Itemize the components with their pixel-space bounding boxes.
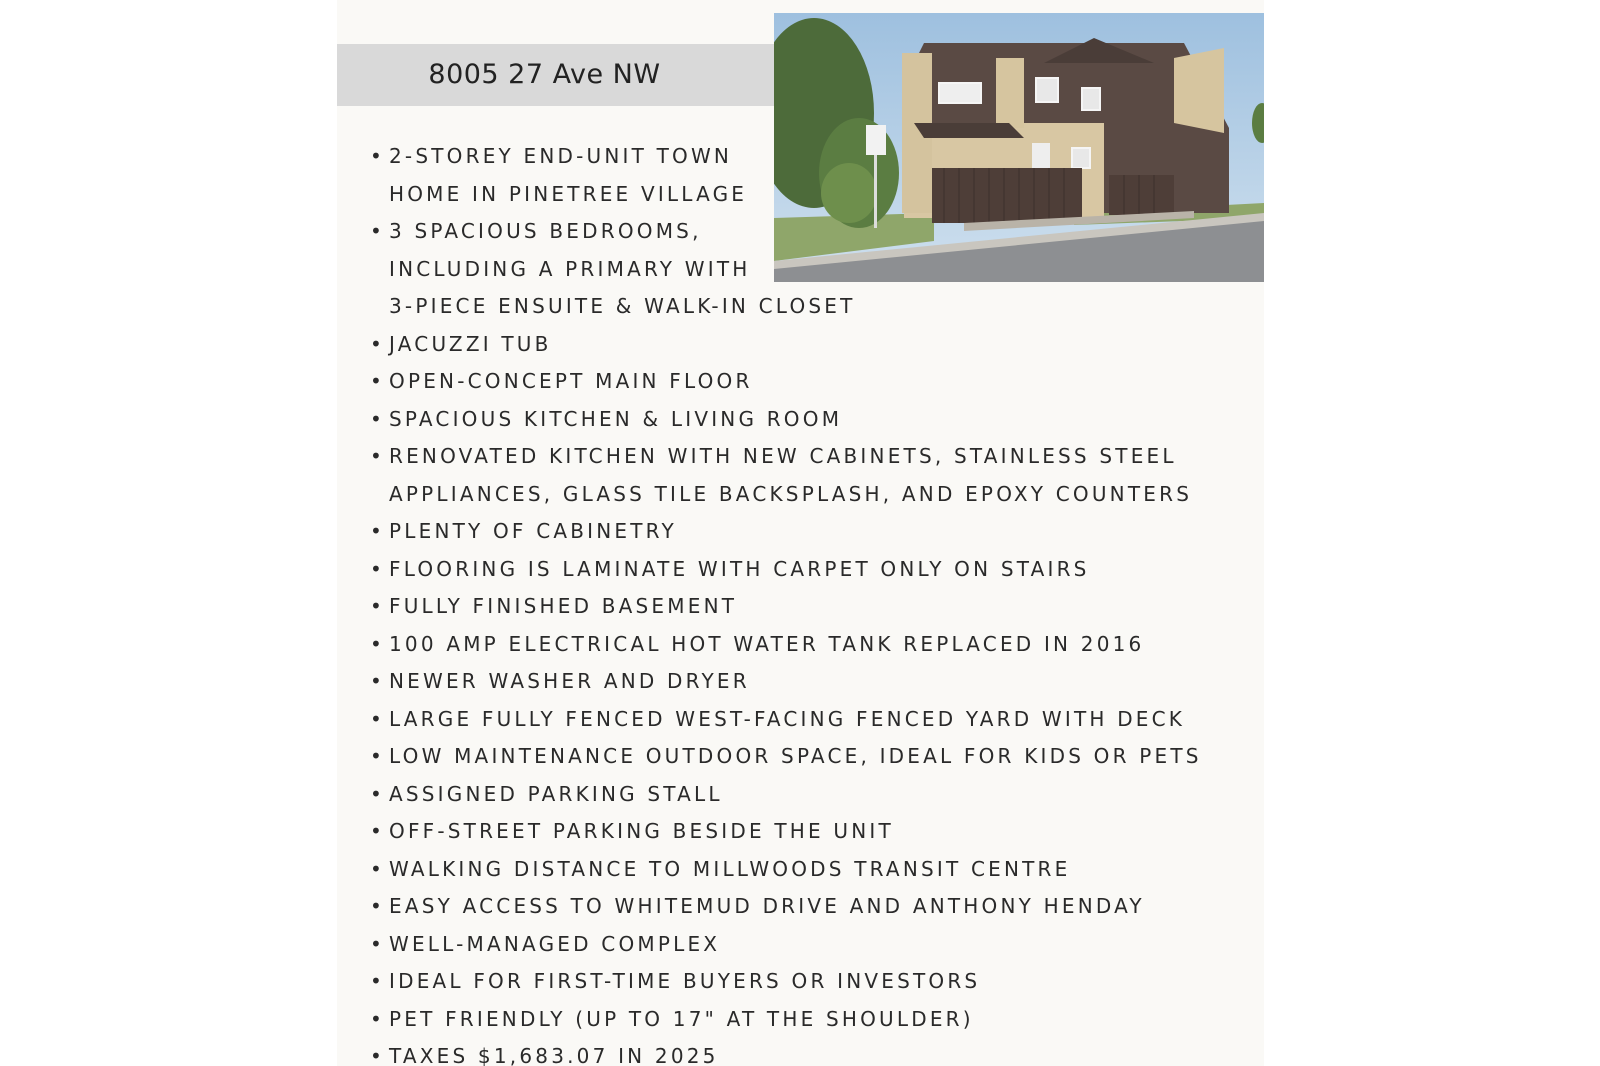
- feature-item: [370, 926, 1250, 964]
- feature-line: • 3 SPACIOUS BEDROOMS,: [389, 219, 702, 243]
- listing-sheet: [337, 0, 1264, 1066]
- feature-item: [370, 701, 1250, 739]
- feature-line: • WALKING DISTANCE TO MILLWOODS TRANSIT CENTRE: [389, 856, 1071, 881]
- feature-item: [370, 888, 1250, 926]
- feature-line: • OPEN-CONCEPT MAIN FLOOR: [389, 369, 753, 393]
- feature-item: [370, 963, 1250, 1001]
- feature-item: [370, 776, 1250, 814]
- feature-line: • FULLY FINISHED BASEMENT: [389, 594, 738, 618]
- feature-item: [370, 1001, 1250, 1039]
- feature-line: • ASSIGNED PARKING STALL: [389, 781, 723, 806]
- feature-line: • OFF-STREET PARKING BESIDE THE UNIT: [389, 819, 894, 843]
- address-title: 8005 27 Ave NW: [428, 59, 661, 90]
- feature-line: • PET FRIENDLY (UP TO 17" AT THE SHOULDER): [389, 1006, 974, 1031]
- feature-line: • NEWER WASHER AND DRYER: [389, 669, 750, 693]
- feature-item: [370, 626, 1250, 664]
- feature-item: [370, 1038, 1250, 1066]
- feature-list: [370, 138, 1250, 1066]
- feature-item: [370, 326, 1250, 364]
- feature-item: [370, 363, 1250, 401]
- feature-line: • TAXES $1,683.07 IN 2025: [389, 1044, 719, 1066]
- feature-item: [370, 438, 1250, 513]
- feature-item: [370, 138, 1250, 213]
- feature-line: • FLOORING IS LAMINATE WITH CARPET ONLY ON STAIRS: [389, 556, 1090, 581]
- feature-line: • 100 AMP ELECTRICAL HOT WATER TANK REPLACED IN 2016: [389, 631, 1145, 656]
- feature-item: [370, 851, 1250, 889]
- feature-item: [370, 663, 1250, 701]
- feature-line: • EASY ACCESS TO WHITEMUD DRIVE AND ANTHONY HENDAY: [389, 894, 1145, 918]
- feature-line: • WELL-MANAGED COMPLEX: [389, 931, 721, 956]
- feature-line: • PLENTY OF CABINETRY: [389, 519, 677, 543]
- feature-item: [370, 588, 1250, 626]
- address-banner: [337, 44, 775, 106]
- feature-line: • RENOVATED KITCHEN WITH NEW CABINETS, STAINLESS STEEL: [389, 444, 1177, 468]
- feature-line: HOME IN PINETREE VILLAGE: [389, 181, 748, 206]
- feature-line: • LARGE FULLY FENCED WEST-FACING FENCED YARD WITH DECK: [389, 706, 1186, 731]
- feature-line: • 2-STOREY END-UNIT TOWN: [389, 144, 733, 168]
- feature-item: [370, 213, 1250, 326]
- feature-item: [370, 513, 1250, 551]
- feature-line: • JACUZZI TUB: [389, 331, 552, 356]
- feature-line: • IDEAL FOR FIRST-TIME BUYERS OR INVESTORS: [389, 969, 981, 993]
- feature-item: [370, 401, 1250, 439]
- feature-item: [370, 813, 1250, 851]
- feature-line: INCLUDING A PRIMARY WITH: [389, 256, 751, 281]
- feature-line: APPLIANCES, GLASS TILE BACKSPLASH, AND EPOXY COUNTERS: [389, 481, 1193, 506]
- feature-item: [370, 738, 1250, 776]
- feature-line: • LOW MAINTENANCE OUTDOOR SPACE, IDEAL FOR KIDS OR PETS: [389, 744, 1202, 768]
- feature-item: [370, 551, 1250, 589]
- feature-line: 3-PIECE ENSUITE & WALK-IN CLOSET: [389, 294, 856, 318]
- feature-line: • SPACIOUS KITCHEN & LIVING ROOM: [389, 406, 843, 431]
